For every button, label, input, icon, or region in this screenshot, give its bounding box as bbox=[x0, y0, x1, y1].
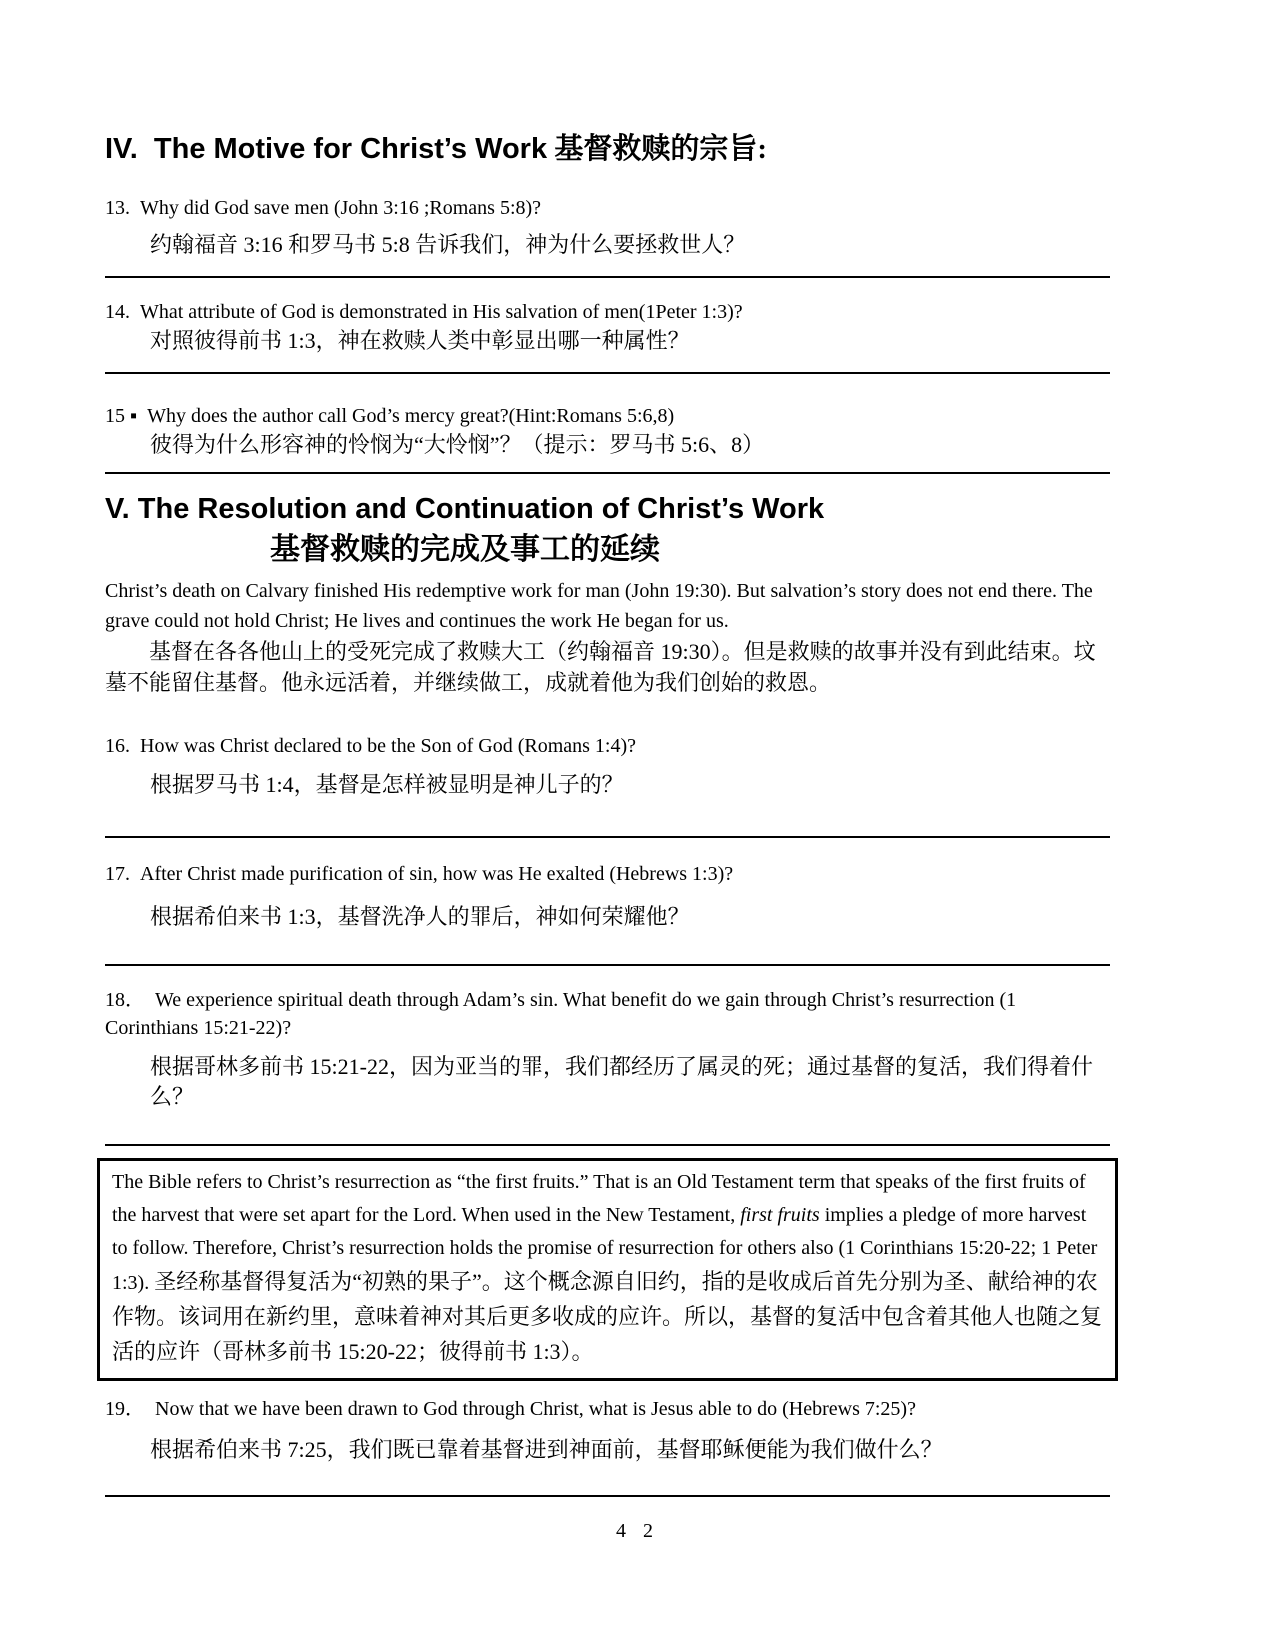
section-v-subtitle-zh: 基督救赎的完成及事工的延续 bbox=[270, 533, 660, 566]
section-v-heading: V. The Resolution and Continuation of Christ’s Work bbox=[105, 493, 825, 525]
question-18-number: 18． bbox=[105, 989, 145, 1011]
question-15-number: 15 ▪ bbox=[105, 405, 138, 427]
question-17 bbox=[105, 860, 1110, 888]
question-16-text-en: How was Christ declared to be the Son of God (Romans 1:4)? bbox=[140, 735, 637, 757]
question-14-text-zh: 对照彼得前书 1:3，神在救赎人类中彰显出哪一种属性？ bbox=[150, 328, 690, 353]
question-19 bbox=[105, 1395, 1110, 1423]
question-16-text-zh: 根据罗马书 1:4，基督是怎样被显明是神儿子的？ bbox=[150, 772, 624, 797]
section-iv-heading-zh: 基督救赎的宗旨: bbox=[547, 133, 767, 165]
intro-paragraph-zh: 基督在各各他山上的受死完成了救赎大工（约翰福音 19:30）。但是救赎的故事并没有到此结束。坟墓不能留住基督。他永远活着，并继续做工，成就着他为我们创始的救恩。 bbox=[105, 639, 1096, 695]
note-text-zh: 圣经称基督得复活为“初熟的果子”。这个概念源自旧约，指的是收成后首先分别为圣、献给神的农作物。该词用在新约里，意味着神对其后更多收成的应许。所以，基督的复活中包含着其他人也随之复活的应许（哥林多前书 15:20-22；彼得前书 1:3）。 bbox=[112, 1269, 1103, 1364]
answer-line-q14 bbox=[105, 372, 1110, 374]
question-19-number: 19． bbox=[105, 1398, 145, 1420]
question-16 bbox=[105, 732, 1110, 760]
question-15-text-zh: 彼得为什么形容神的怜悯为“大怜悯”？（提示：罗马书 5:6、8） bbox=[150, 432, 765, 457]
answer-line-q13 bbox=[105, 276, 1110, 278]
question-14-number: 14. bbox=[105, 301, 130, 323]
first-fruits-note-box bbox=[97, 1158, 1118, 1381]
section-iv-heading-en: IV. The Motive for Christ’s Work bbox=[105, 133, 548, 165]
section-iv-heading bbox=[105, 130, 1110, 168]
note-text-italic: first fruits bbox=[740, 1204, 820, 1226]
question-13-text-en: Why did God save men (John 3:16 ;Romans 5:8)? bbox=[140, 197, 542, 219]
question-18 bbox=[105, 986, 1110, 1042]
question-15-text-en: Why does the author call God’s mercy great?(Hint:Romans 5:6,8) bbox=[147, 405, 675, 427]
question-19-text-en: Now that we have been drawn to God through Christ, what is Jesus able to do (Hebrews 7:25)? bbox=[155, 1398, 916, 1420]
question-18-text-en: We experience spiritual death through Adam’s sin. What benefit do we gain through Christ’s resurrection (1 Corinthians 15:21-22)? bbox=[105, 989, 1017, 1039]
question-19-text-zh: 根据希伯来书 7:25，我们既已靠着基督进到神面前，基督耶稣便能为我们做什么？ bbox=[150, 1437, 943, 1462]
question-17-number: 17. bbox=[105, 863, 130, 885]
page-number: 4 2 bbox=[616, 1520, 659, 1542]
answer-line-q19 bbox=[105, 1495, 1110, 1497]
answer-line-q16 bbox=[105, 836, 1110, 838]
question-15 bbox=[105, 402, 1110, 430]
question-18-text-zh: 根据哥林多前书 15:21-22，因为亚当的罪，我们都经历了属灵的死；通过基督的复活，我们得着什么？ bbox=[150, 1054, 1093, 1109]
answer-line-q17 bbox=[105, 964, 1110, 966]
question-13-text-zh: 约翰福音 3:16 和罗马书 5:8 告诉我们，神为什么要拯救世人？ bbox=[150, 232, 746, 257]
question-13-number: 13. bbox=[105, 197, 130, 219]
question-17-text-zh: 根据希伯来书 1:3，基督洗净人的罪后，神如何荣耀他？ bbox=[150, 904, 690, 929]
answer-line-q15 bbox=[105, 472, 1110, 474]
question-14-text-en: What attribute of God is demonstrated in His salvation of men(1Peter 1:3)? bbox=[140, 301, 743, 323]
note-text-en-1: The Bible refers to Christ’s resurrection as “the first fruits.” That is an Old Testament term that speaks of the first fruits of the harvest that were set apart for the Lord. When used in the New Testament, bbox=[112, 1171, 1086, 1226]
question-14 bbox=[105, 298, 1110, 326]
note-text-en-2: implies a pledge of more harvest to follow. Therefore, Christ’s resurrection holds the promise of resurrection for others also (1 Corinthians 15:20-22; 1 Peter 1:3). bbox=[112, 1204, 1098, 1294]
answer-line-q18 bbox=[105, 1144, 1110, 1146]
question-17-text-en: After Christ made purification of sin, how was He exalted (Hebrews 1:3)? bbox=[140, 863, 734, 885]
question-13 bbox=[105, 194, 1110, 222]
question-16-number: 16. bbox=[105, 735, 130, 757]
intro-paragraph-en: Christ’s death on Calvary finished His redemptive work for man (John 19:30). But salvation’s story does not end there. The grave could not hold Christ; He lives and continues the work He began for us. bbox=[105, 580, 1093, 632]
